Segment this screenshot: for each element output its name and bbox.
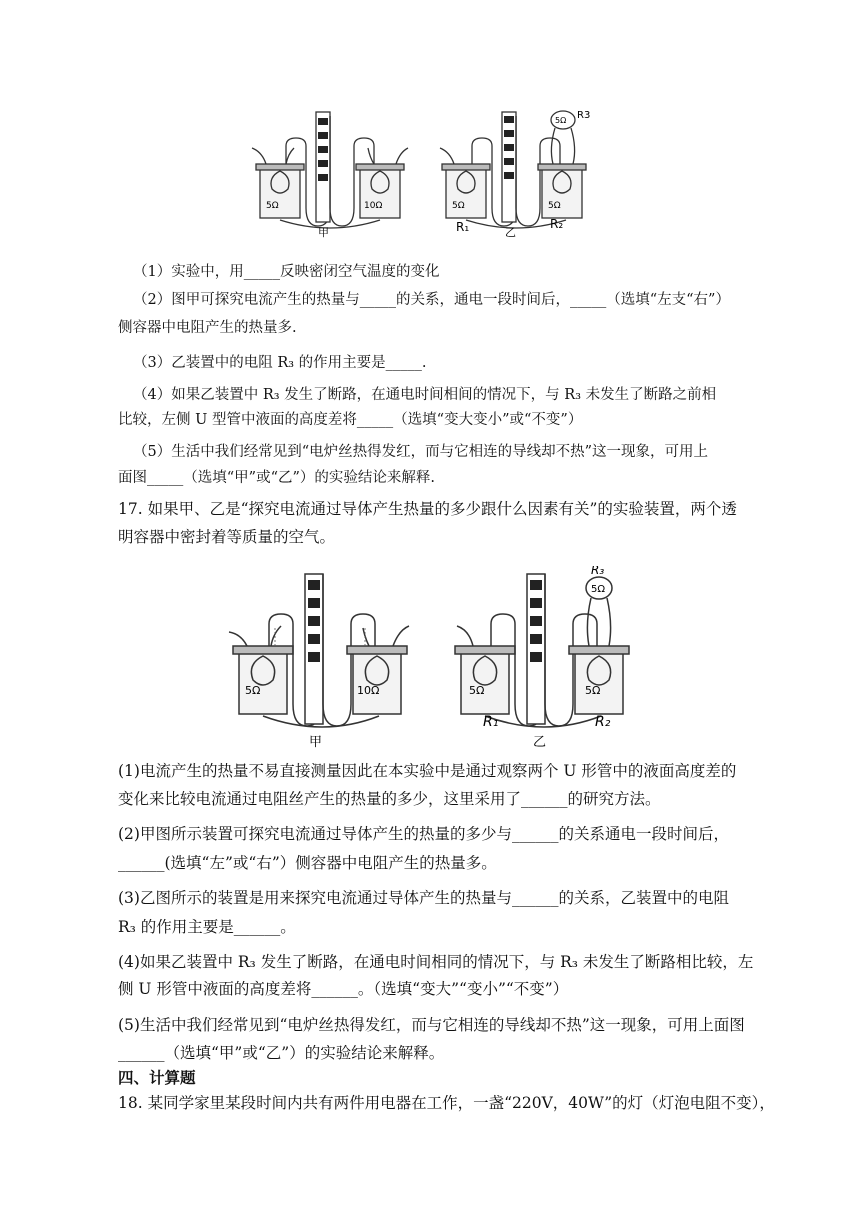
- q16-line-4: （3）乙装置中的电阻 R₃ 的作用主要是_____.: [133, 355, 427, 371]
- q17-sub-1: (1)电流产生的热量不易直接测量因此在本实验中是通过观察两个 U 形管中的液面高度差的: [118, 762, 737, 780]
- fig2-r2-label: R₂: [595, 714, 611, 730]
- q17-line-2: 明容器中密封着等质量的空气。: [118, 528, 336, 546]
- fig2-right-resistor: 10Ω: [357, 684, 380, 697]
- q17-sub-10: ______（选填“甲”或“乙”）的实验结论来解释。: [118, 1044, 445, 1062]
- fig1-r3-label: R3: [577, 110, 591, 121]
- fig1-r3-value: 5Ω: [555, 116, 567, 125]
- q16-line-6: 比较，左侧 U 型管中液面的高度差将_____（选填“变大变小”或“不变”）: [118, 412, 583, 428]
- fig1-caption-yi: 乙: [505, 226, 516, 239]
- q16-line-8: 面图_____（选填“甲”或“乙”）的实验结论来解释.: [118, 470, 436, 486]
- q17-sub-2: 变化来比较电流通过电阻丝产生的热量的多少，这里采用了______的研究方法。: [118, 790, 661, 808]
- q17-sub-7: (4)如果乙装置中 R₃ 发生了断路，在通电时间相同的情况下，与 R₃ 未发生了断路相比较，左: [118, 953, 754, 971]
- fig1-r1-resistor: 5Ω: [452, 201, 465, 211]
- q17-sub-6: R₃ 的作用主要是______。: [118, 918, 296, 936]
- fig2-r1-resistor: 5Ω: [469, 684, 485, 697]
- q16-line-1: （1）实验中，用_____反映密闭空气温度的变化: [133, 264, 440, 280]
- q16-line-7: （5）生活中我们经常见到“电炉丝热得发红，而与它相连的导线却不热”这一现象，可用上: [133, 444, 709, 460]
- fig1-r1-label: R₁: [456, 220, 470, 234]
- fig2-r3-value: 5Ω: [591, 584, 606, 595]
- q17-sub-3: (2)甲图所示装置可探究电流通过导体产生的热量的多少与______的关系通电一段时间后，: [118, 825, 729, 843]
- fig1-right-resistor: 10Ω: [364, 201, 383, 211]
- q16-line-3: 侧容器中电阻产生的热量多.: [118, 320, 297, 336]
- section-4-title: 四、计算题: [118, 1069, 196, 1087]
- q17-sub-9: (5)生活中我们经常见到“电炉丝热得发红，而与它相连的导线却不热”这一现象，可用上面图: [118, 1016, 745, 1034]
- fig2-left-resistor: 5Ω: [245, 684, 261, 697]
- q17-sub-5: (3)乙图所示的装置是用来探究电流通过导体产生的热量与______的关系，乙装置中的电阻: [118, 889, 729, 907]
- fig2-r1-label: R₁: [483, 714, 499, 730]
- fig2-r2-resistor: 5Ω: [585, 684, 601, 697]
- q17-line-1: 17. 如果甲、乙是“探究电流通过导体产生热量的多少跟什么因素有关”的实验装置，两个透: [118, 500, 737, 518]
- fig1-caption-jia: 甲: [318, 226, 329, 239]
- fig1-r2-resistor: 5Ω: [548, 201, 561, 211]
- fig1-left-resistor: 5Ω: [266, 201, 279, 211]
- fig2-r3-label: R₃: [591, 566, 605, 577]
- fig1-r2-label: R₂: [550, 217, 564, 231]
- q18-line-1: 18. 某同学家里某段时间内共有两件用电器在工作，一盏“220V，40W”的灯（灯泡电阻不变），: [118, 1094, 775, 1112]
- fig2-caption-yi: 乙: [533, 735, 547, 750]
- figure-1-apparatus: [250, 108, 610, 240]
- q16-line-2: （2）图甲可探究电流产生的热量与_____的关系，通电一段时间后，_____（选填“左支“右”）: [133, 292, 730, 308]
- figure-2-apparatus: [225, 566, 645, 756]
- fig2-caption-jia: 甲: [309, 735, 323, 750]
- q17-sub-8: 侧 U 形管中液面的高度差将______。（选填“变大”“变小”“不变”）: [118, 980, 569, 998]
- q16-line-5: （4）如果乙装置中 R₃ 发生了断路，在通电时间相间的情况下，与 R₃ 未发生了断路之前相: [133, 387, 717, 403]
- q17-sub-4: ______(选填“左”或“右”）侧容器中电阻产生的热量多。: [118, 854, 497, 872]
